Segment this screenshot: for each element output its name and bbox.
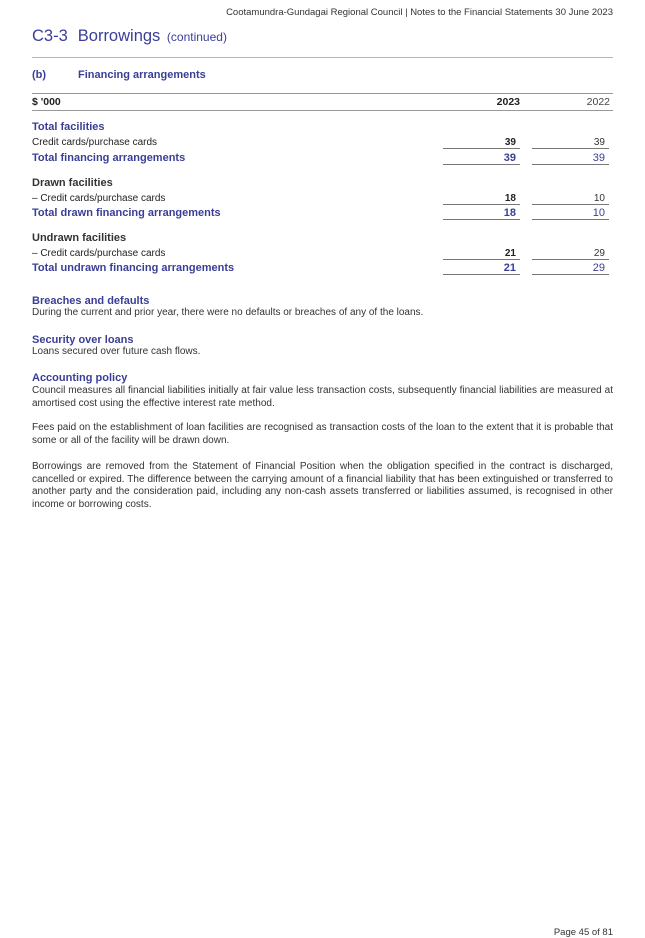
table-row [32,177,613,191]
group-heading: Total facilities [32,121,105,133]
value-2022: 10 [532,193,609,205]
page-number: Page 45 of 81 [553,927,613,938]
policy-paragraph-1: Council measures all financial liabilities initially at fair value less transaction costs, subsequently financial liabilities are measured at amortised cost using the effective interest rate method. [32,385,613,409]
running-header: Cootamundra-Gundagai Regional Council | Notes to the Financial Statements 30 June 2023 [226,7,613,18]
table-row [32,248,613,262]
table-row-total [32,262,613,276]
section-letter: (b) [32,69,47,81]
group-heading: Undrawn facilities [32,232,127,244]
value-2023: 21 [443,248,520,260]
year-prior-header: 2022 [586,96,610,108]
value-2022: 10 [532,207,609,220]
value-2023: 39 [443,137,520,149]
value-2023: 18 [443,207,520,220]
year-current-header: 2023 [496,96,520,108]
security-heading: Security over loans [32,334,134,346]
row-label: – Credit cards/purchase cards [32,193,166,204]
value-2023: 21 [443,262,520,275]
row-label: Credit cards/purchase cards [32,137,158,148]
table-header-rule [32,110,613,111]
continued-label: (continued) [166,30,227,44]
unit-label: $ '000 [32,96,61,108]
page-title [32,27,227,46]
title-divider [32,57,613,58]
security-text: Loans secured over future cash flows. [32,346,201,357]
value-2022: 39 [532,137,609,149]
row-label: – Credit cards/purchase cards [32,248,166,259]
table-top-rule [32,93,613,94]
table-row [32,137,613,151]
table-row [32,232,613,246]
note-name: Borrowings [77,27,161,45]
section-name: Financing arrangements [78,69,206,81]
row-label: Total undrawn financing arrangements [32,262,235,274]
table-row-total [32,152,613,166]
value-2022: 39 [532,152,609,165]
breaches-text: During the current and prior year, there were no defaults or breaches of any of the loans. [32,307,424,318]
page [32,0,613,938]
table-row [32,121,613,135]
breaches-heading: Breaches and defaults [32,295,150,307]
policy-heading: Accounting policy [32,372,128,384]
value-2023: 39 [443,152,520,165]
section-heading [32,69,206,81]
table-row-total [32,207,613,221]
note-code: C3-3 [32,27,68,45]
row-label: Total drawn financing arrangements [32,207,221,219]
group-heading: Drawn facilities [32,177,113,189]
row-label: Total financing arrangements [32,152,186,164]
column-header-row [32,96,613,108]
value-2022: 29 [532,248,609,260]
value-2023: 18 [443,193,520,205]
value-2022: 29 [532,262,609,275]
policy-paragraph-3: Borrowings are removed from the Statement of Financial Position when the obligation specified in the contract is discharged, cancelled or expired. The difference between the carrying amount of a financial liability that has been extinguished or transferred to another party and the consideration paid, including any non-cash assets transferred or liabilities assumed, is recognised in other income or borrowing costs. [32,461,613,510]
table-row [32,193,613,207]
policy-paragraph-2: Fees paid on the establishment of loan facilities are recognised as transaction costs of the loan to the extent that it is probable that some or all of the facility will be drawn down. [32,422,613,446]
